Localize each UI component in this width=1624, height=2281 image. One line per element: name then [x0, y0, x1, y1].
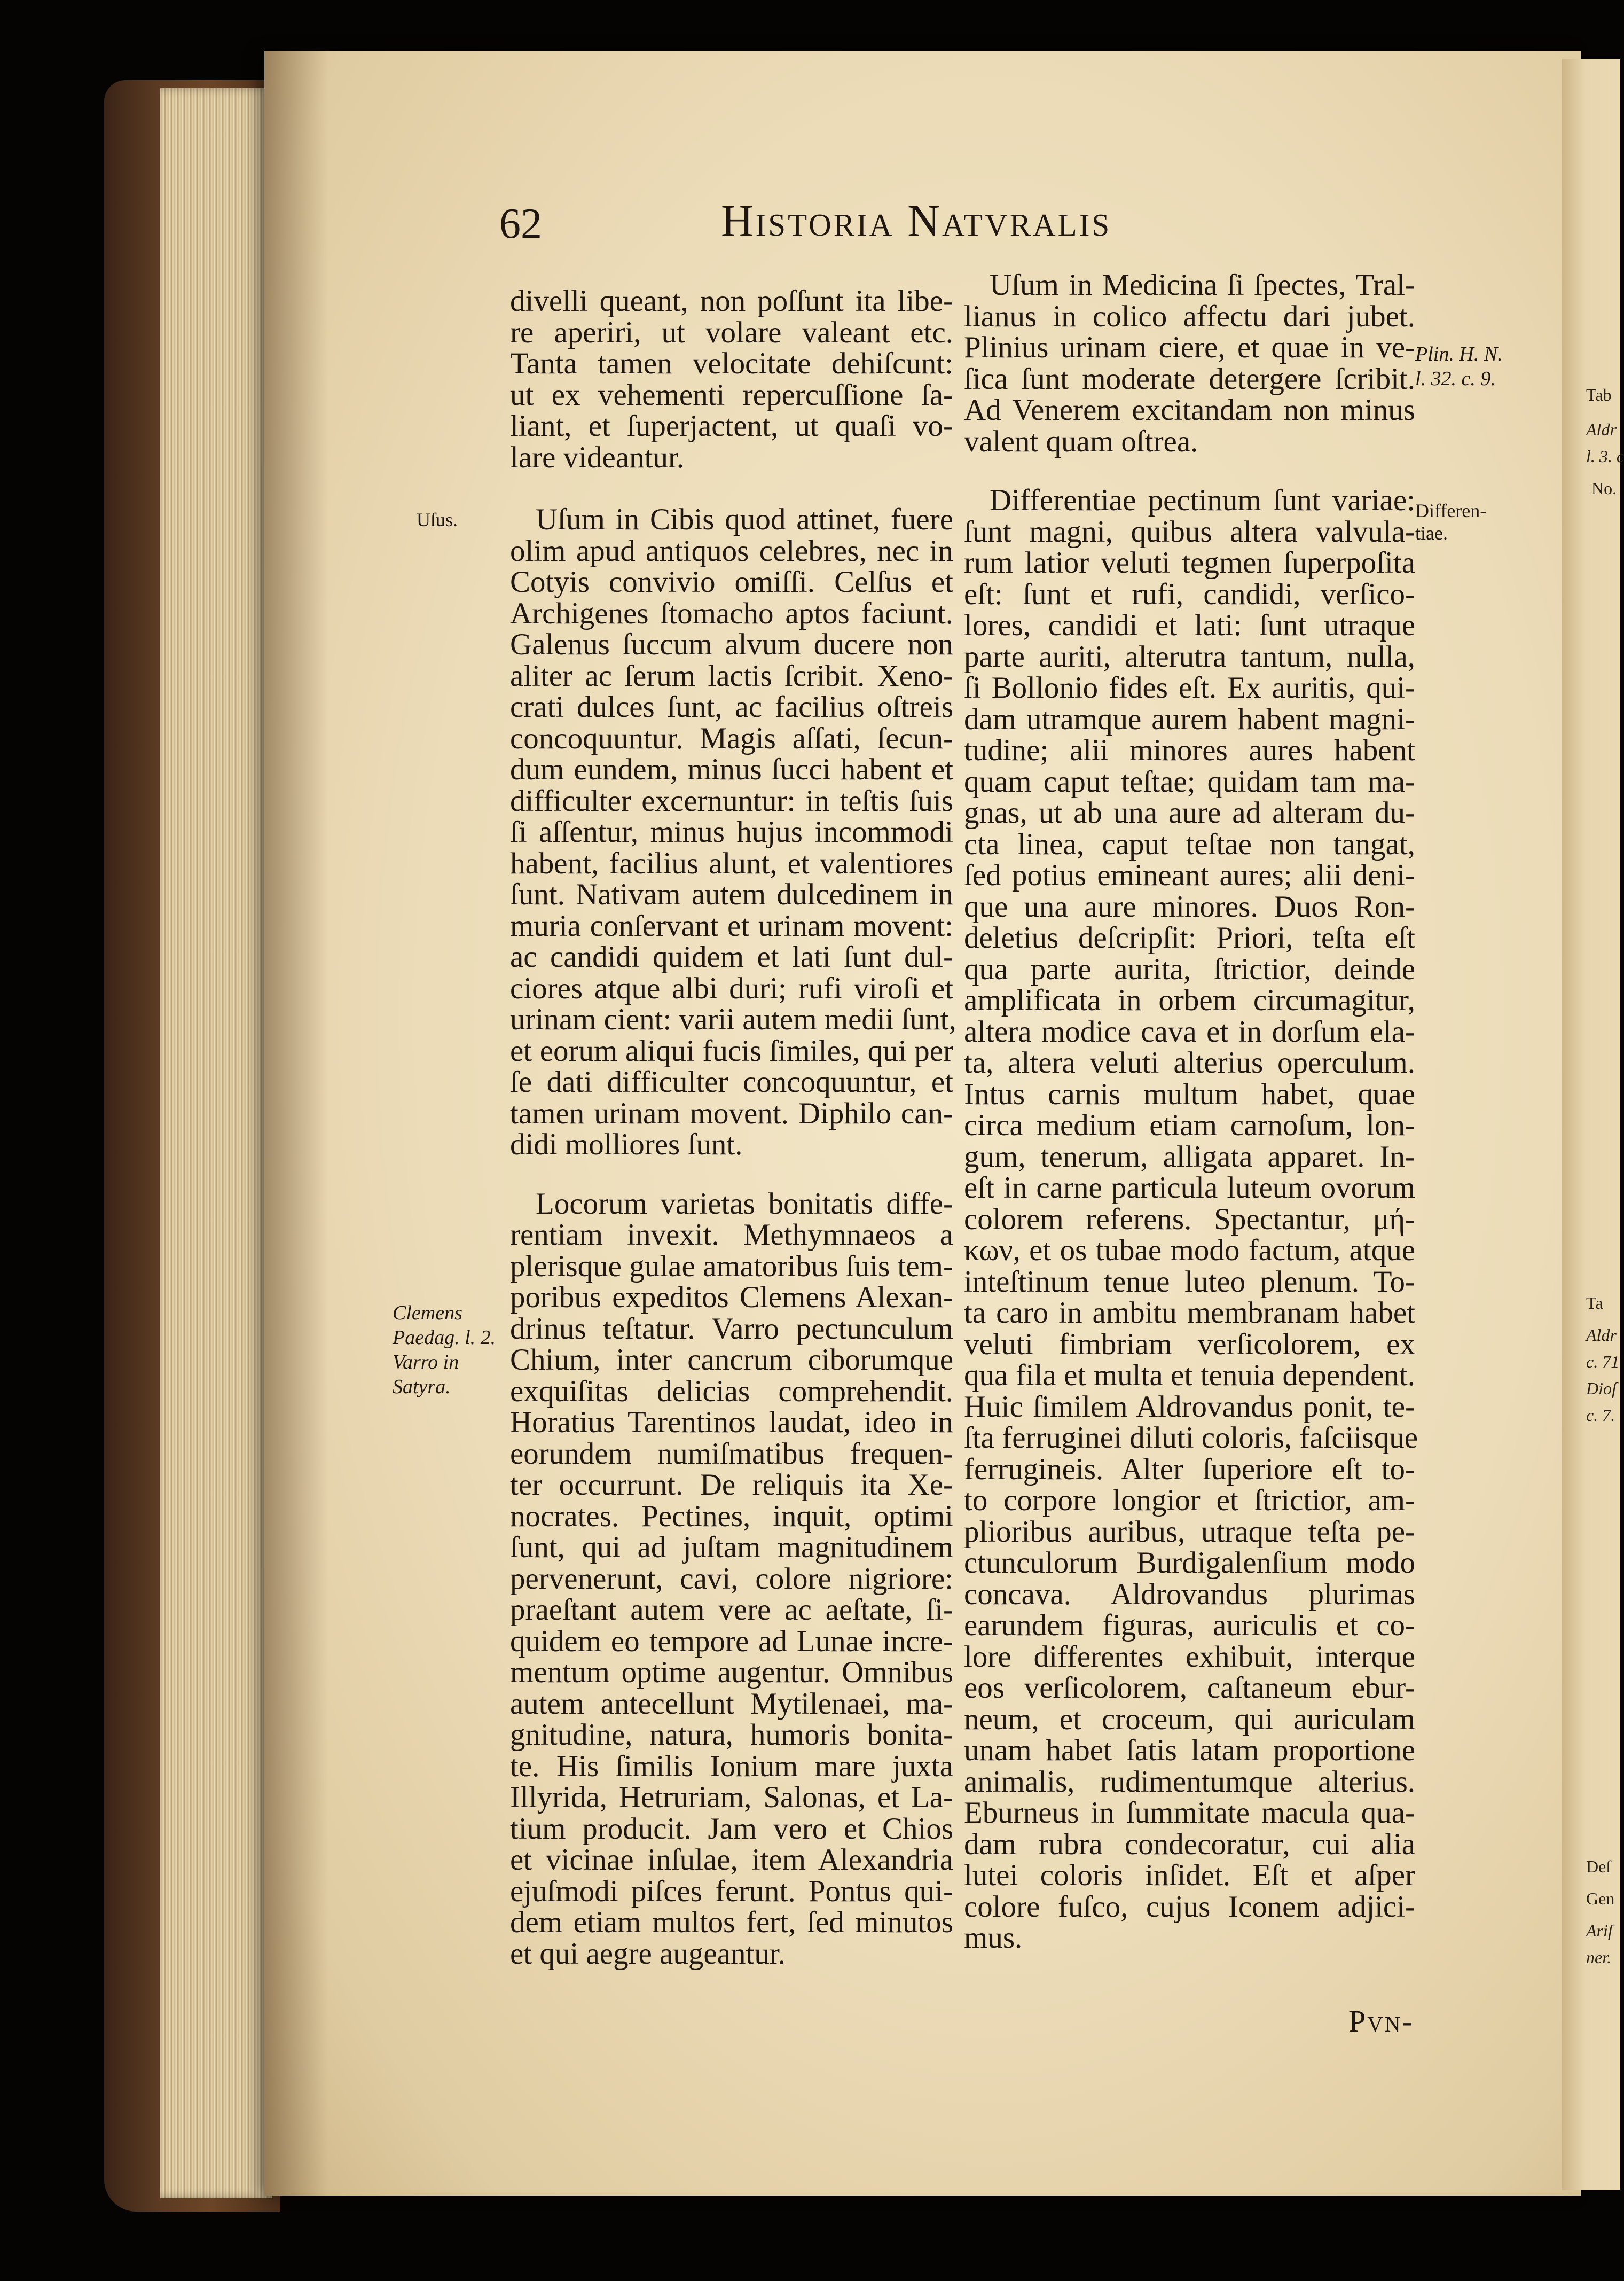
- text-line: veluti fimbriam verſicolorem, ex: [964, 1327, 1415, 1361]
- text-line: Galenus ſuccum alvum ducere non: [510, 628, 953, 661]
- text-line: amplificata in orbem circumagitur,: [964, 983, 1415, 1017]
- text-line: ſunt magni, quibus altera valvula-: [964, 514, 1415, 549]
- margin-note-plinius: [1415, 342, 1503, 391]
- text-line: valent quam oſtrea.: [964, 424, 1198, 458]
- text-line: ſi Bollonio fides eſt. Ex auritis, qui-: [964, 671, 1415, 705]
- margin-note-line: Satyra.: [393, 1376, 451, 1398]
- fragment-text: c. 71: [1586, 1352, 1620, 1371]
- text-line: Uſum in Medicina ſi ſpectes, Tral-: [990, 268, 1415, 302]
- text-line: mus.: [964, 1921, 1023, 1955]
- text-line: lores, candidi et lati: ſunt utraque: [964, 608, 1415, 642]
- margin-note-line: Differen-: [1415, 500, 1487, 521]
- text-line: rum latior veluti tegmen ſuperpoſita: [964, 546, 1415, 580]
- text-line: muria conſervant et urinam movent:: [510, 909, 953, 943]
- text-line: re aperiri, ut volare valeant etc.: [510, 315, 953, 349]
- text-line: Plinius urinam ciere, et quae in ve-: [964, 331, 1415, 364]
- text-line: Locorum varietas bonitatis diffe-: [536, 1186, 953, 1221]
- text-line: ferrugineis. Alter ſuperiore eſt to-: [964, 1452, 1415, 1486]
- text-line: eſt: ſunt et rufi, candidi, verſico-: [964, 577, 1415, 611]
- text-line: drinus teſtatur. Varro pectunculum: [510, 1311, 953, 1346]
- text-line: Tanta tamen velocitate dehiſcunt:: [510, 347, 953, 380]
- text-line: Chium, inter cancrum ciborumque: [510, 1343, 953, 1377]
- text-line: praeſtant autem vere ac aeſtate, ſi-: [510, 1593, 953, 1627]
- text-line: crati dulces ſunt, ac facilius oſtreis: [510, 690, 953, 724]
- fragment-text: No.: [1591, 479, 1617, 498]
- fragment-text: Aldr: [1586, 420, 1617, 439]
- text-line: ta, altera veluti alterius operculum.: [964, 1046, 1415, 1080]
- gutter-shadow: [264, 51, 328, 2196]
- text-line: animalis, rudimentumque alterius.: [964, 1764, 1415, 1799]
- text-line: tium producit. Jam vero et Chios: [510, 1811, 953, 1846]
- text-line: olim apud antiquos celebres, nec in: [510, 534, 953, 568]
- text-line: et qui aegre augeantur.: [510, 1936, 786, 1971]
- text-line: Illyrida, Hetruriam, Salonas, et La-: [510, 1780, 953, 1814]
- text-line: qua parte aurita, ſtrictior, deinde: [964, 952, 1415, 986]
- page-edges: [160, 88, 272, 2198]
- text-line: Differentiae pectinum ſunt variae:: [990, 483, 1415, 517]
- text-line: lare videantur.: [510, 440, 685, 474]
- paragraph-gap: [510, 1161, 953, 1189]
- page-number: 62: [499, 200, 542, 247]
- text-line: lore differentes exhibuit, interque: [964, 1639, 1415, 1674]
- margin-note-line: Plin. H. N.: [1415, 343, 1503, 365]
- text-line: exquiſitas delicias comprehendit.: [510, 1374, 953, 1408]
- text-line: eſt in carne particula luteum ovorum: [964, 1171, 1415, 1205]
- text-line: altera modice cava et in dorſum ela-: [964, 1014, 1415, 1049]
- text-line: lianus in colico affectu dari jubet.: [964, 299, 1415, 333]
- text-line: plerisque gulae amatoribus ſuis tem-: [510, 1249, 953, 1283]
- fragment-text: Ta: [1586, 1293, 1603, 1313]
- text-line: urinam cient: varii autem medii ſunt,: [510, 1003, 956, 1036]
- text-line: difficulter excernuntur: in teſtis ſuis: [510, 784, 953, 818]
- text-line: Uſum in Cibis quod attinet, fuere: [536, 503, 953, 536]
- text-line: plioribus auribus, utraque teſta pe-: [964, 1514, 1415, 1549]
- text-line: et eorum aliqui fucis ſimiles, qui per: [510, 1034, 953, 1068]
- text-line: Ad Venerem excitandam non minus: [964, 393, 1415, 427]
- text-line: ſunt. Nativam autem dulcedinem in: [510, 878, 953, 911]
- text-line: que una aure minores. Duos Ron-: [964, 889, 1415, 924]
- margin-note-line: l. 32. c. 9.: [1415, 368, 1496, 390]
- text-line: te. His ſimilis Ionium mare juxta: [510, 1749, 953, 1783]
- left-column: [510, 284, 956, 1971]
- text-line: dam rubra condecoratur, cui alia: [964, 1827, 1415, 1861]
- text-line: et vicinae inſulae, item Alexandria: [510, 1843, 953, 1877]
- text-line: ta caro in ambitu membranam habet: [964, 1296, 1415, 1330]
- text-line: inteſtinum tenue luteo plenum. To-: [964, 1264, 1415, 1299]
- fragment-text: l. 3. c: [1586, 447, 1624, 466]
- text-line: cta linea, caput teſtae non tangat,: [964, 827, 1415, 861]
- text-line: habent, facilius alunt, et valentiores: [510, 846, 953, 880]
- text-line: neum, et croceum, qui auriculam: [964, 1702, 1415, 1736]
- fragment-text: c. 7.: [1586, 1405, 1615, 1425]
- text-line: ſta ferruginei diluti coloris, faſciisque: [964, 1421, 1418, 1455]
- margin-note-line: Clemens: [393, 1302, 462, 1324]
- text-line: Huic ſimilem Aldrovandus ponit, te-: [964, 1389, 1415, 1424]
- fragment-text: Deſ: [1586, 1857, 1611, 1876]
- text-line: Archigenes ſtomacho aptos faciunt.: [510, 596, 953, 630]
- text-line: didi molliores ſunt.: [510, 1128, 743, 1161]
- text-line: Intus carnis multum habet, quae: [964, 1077, 1415, 1111]
- next-page-fragments: [1578, 0, 1624, 2281]
- margin-note-line: tiae.: [1415, 522, 1448, 544]
- text-line: ſe dati difficulter concoquuntur, et: [510, 1065, 953, 1099]
- margin-note-clemens: [393, 1301, 496, 1399]
- text-line: rentiam invexit. Methymnaeos a: [510, 1218, 953, 1252]
- paragraph-gap: [964, 457, 1415, 485]
- text-line: divelli queant, non poſſunt ita libe-: [510, 284, 953, 318]
- text-line: gnas, ut ab una aure ad alteram du-: [964, 796, 1415, 830]
- text-line: circa medium etiam carnoſum, lon-: [964, 1108, 1415, 1142]
- text-line: eos verſicolorem, caſtaneum ebur-: [964, 1671, 1415, 1705]
- text-line: ſed potius emineant aures; alii deni-: [964, 858, 1415, 892]
- text-line: ut ex vehementi repercuſſione ſa-: [510, 378, 953, 412]
- text-line: tamen urinam movent. Diphilo can-: [510, 1096, 953, 1130]
- margin-note-line: Varro in: [393, 1351, 459, 1373]
- right-column: [964, 268, 1418, 1955]
- fragment-text: Dioſ: [1586, 1379, 1617, 1398]
- text-line: earundem figuras, auriculis et co-: [964, 1608, 1415, 1642]
- text-line: parte auriti, alterutra tantum, nulla,: [964, 639, 1415, 674]
- text-line: poribus expeditos Clemens Alexan-: [510, 1280, 953, 1314]
- paragraph-gap: [510, 473, 953, 504]
- text-line: deletius deſcripſit: Priori, teſta eſt: [964, 921, 1415, 955]
- margin-note-differentiae: [1415, 499, 1486, 544]
- text-line: gum, tenerum, alligata apparet. In-: [964, 1139, 1415, 1174]
- text-line: concava. Aldrovandus plurimas: [964, 1577, 1415, 1611]
- text-line: ſica ſunt moderate detergere ſcribit.: [964, 362, 1415, 396]
- fragment-text: Ariſ: [1586, 1921, 1613, 1940]
- text-line: mentum optime augentur. Omnibus: [510, 1655, 953, 1689]
- text-line: liant, et ſuperjactent, ut quaſi vo-: [510, 409, 953, 443]
- text-line: colore fuſco, cujus Iconem adjici-: [964, 1889, 1415, 1924]
- text-line: dum eundem, minus ſucci habent et: [510, 753, 953, 786]
- catchword: Pvn-: [1348, 2004, 1414, 2038]
- text-line: ejuſmodi piſces ferunt. Pontus qui-: [510, 1874, 953, 1908]
- text-line: ſunt, qui ad juſtam magnitudinem: [510, 1530, 953, 1564]
- running-title: Historia Natvralis: [721, 196, 1112, 246]
- text-line: tudine; alii minores aures habent: [964, 733, 1415, 767]
- fragment-text: Gen: [1586, 1889, 1615, 1908]
- margin-note-usus: Uſus.: [417, 509, 458, 530]
- text-line: ſi aſſentur, minus hujus incommodi: [510, 815, 953, 849]
- text-line: gnitudine, natura, humoris bonita-: [510, 1718, 953, 1752]
- text-line: colorem referens. Spectantur, μή-: [964, 1202, 1415, 1236]
- text-line: concoquuntur. Magis aſſati, ſecun-: [510, 721, 953, 755]
- text-line: qua fila et multa et tenuia dependent.: [964, 1358, 1415, 1392]
- text-line: ciores atque albi duri; rufi viroſi et: [510, 971, 953, 1005]
- fragment-text: ner.: [1586, 1948, 1612, 1967]
- text-line: to corpore longior et ſtrictior, am-: [964, 1483, 1415, 1517]
- text-line: Eburneus in ſummitate macula qua-: [964, 1796, 1415, 1830]
- text-line: ter occurrunt. De reliquis ita Xe-: [510, 1468, 953, 1502]
- text-line: quam caput teſtae; quidam tam ma-: [964, 764, 1415, 799]
- margin-note-line: Paedag. l. 2.: [393, 1326, 496, 1349]
- text-line: pervenerunt, cavi, colore nigriore:: [510, 1561, 953, 1596]
- text-line: ctunculorum Burdigalenſium modo: [964, 1546, 1415, 1580]
- text-line: eorundem numiſmatibus frequen-: [510, 1436, 953, 1471]
- text-line: autem antecellunt Mytilenaei, ma-: [510, 1686, 953, 1721]
- text-line: ac candidi quidem et lati ſunt dul-: [510, 940, 953, 974]
- text-line: dem etiam multos fert, ſed minutos: [510, 1905, 953, 1939]
- text-line: aliter ac ſerum lactis ſcribit. Xeno-: [510, 659, 953, 693]
- text-line: nocrates. Pectines, inquit, optimi: [510, 1499, 953, 1533]
- text-line: dam utramque aurem habent magni-: [964, 702, 1415, 736]
- fragment-text: Tab: [1586, 385, 1612, 404]
- fragment-text: Aldr: [1586, 1325, 1617, 1345]
- text-line: quidem eo tempore ad Lunae incre-: [510, 1624, 953, 1658]
- text-line: unam habet ſatis latam proportione: [964, 1733, 1415, 1767]
- text-line: κων, et os tubae modo factum, atque: [964, 1233, 1415, 1267]
- text-line: Cotyis convivio omiſſi. Celſus et: [510, 565, 953, 599]
- text-line: Horatius Tarentinos laudat, ideo in: [510, 1405, 953, 1439]
- text-line: lutei coloris inſidet. Eſt et aſper: [964, 1858, 1415, 1892]
